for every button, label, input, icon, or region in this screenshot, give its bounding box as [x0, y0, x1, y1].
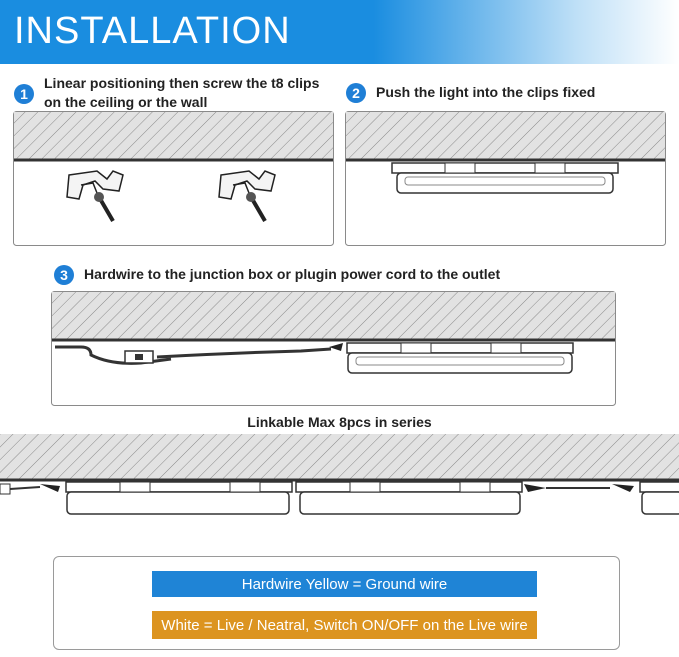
step-2-badge: 2: [346, 83, 366, 103]
step-2: [346, 83, 595, 103]
wiring-notes: [53, 556, 620, 650]
series-diagram: [0, 434, 679, 520]
step-1: [14, 74, 334, 112]
page-title: INSTALLATION: [14, 10, 291, 52]
ground-wire-note: Hardwire Yellow = Ground wire: [152, 571, 537, 597]
led-light-fixture: [392, 163, 618, 193]
connector-cable: [0, 484, 60, 494]
ceiling-hatch: [14, 112, 333, 160]
step-3-text: Hardwire to the junction box or plugin power cord to the outlet: [84, 266, 501, 282]
step-1-diagram: [13, 111, 335, 247]
led-light-fixture: [347, 343, 573, 373]
live-wire-note: White = Live / Neatral, Switch ON/OFF on the Live wire: [152, 611, 537, 639]
step-1-text: Linear positioning then screw the t8 clips on the ceiling or the wall: [44, 75, 320, 110]
step-3-diagram: [51, 291, 617, 407]
led-light-fixture: [640, 482, 679, 514]
connector-cable: [524, 484, 634, 492]
step-2-text: Push the light into the clips fixed: [376, 84, 596, 100]
led-light-fixture: [66, 482, 292, 514]
installation-header: [0, 0, 679, 64]
series-label: Linkable Max 8pcs in series: [247, 414, 432, 430]
step-2-diagram: [345, 111, 667, 247]
step-3: [54, 265, 500, 285]
led-light-fixture: [296, 482, 522, 514]
step-3-badge: 3: [54, 265, 74, 285]
step-1-badge: 1: [14, 84, 34, 104]
